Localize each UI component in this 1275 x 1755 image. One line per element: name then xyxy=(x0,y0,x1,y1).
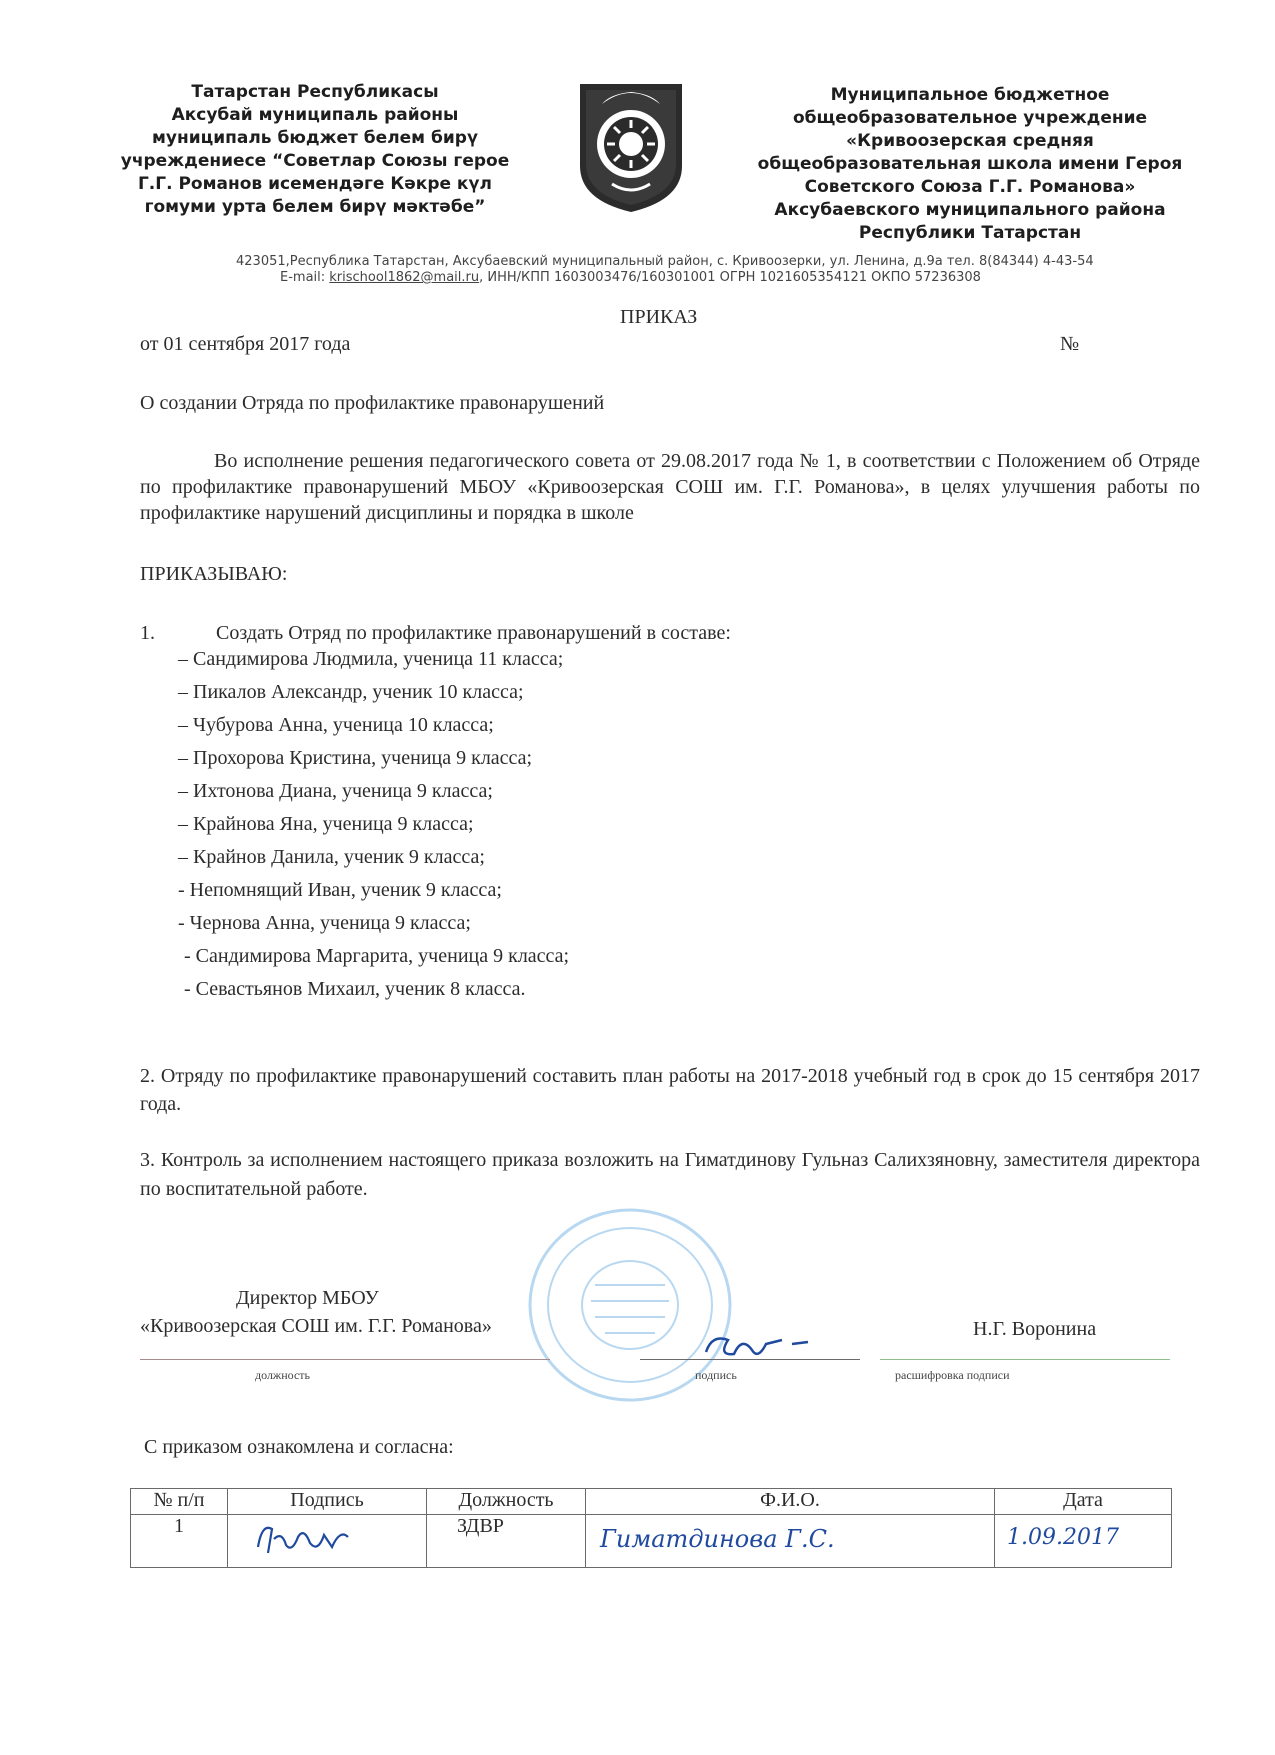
list-item: – Крайнов Данила, ученик 9 класса; xyxy=(178,846,485,868)
order-date: от 01 сентября 2017 года xyxy=(140,333,351,355)
list-item: - Сандимирова Маргарита, ученица 9 класса; xyxy=(184,945,570,967)
director-position-line1: Директор МБОУ xyxy=(236,1287,379,1309)
table-header-row xyxy=(131,1489,1172,1515)
list-item: – Чубурова Анна, ученица 10 класса; xyxy=(178,714,494,736)
registration-numbers: , ИНН/КПП 1603003476/160301001 ОГРН 1021605354121 ОКПО 57236308 xyxy=(479,270,981,285)
cell-fio xyxy=(586,1515,995,1568)
director-position-line2: «Кривоозерская СОШ им. Г.Г. Романова» xyxy=(140,1315,492,1337)
header-right-line: общеобразовательное учреждение xyxy=(792,108,1148,128)
col-header-signature: Подпись xyxy=(228,1489,427,1515)
acknowledgement-table xyxy=(130,1488,1172,1568)
header-right-line: Республики Татарстан xyxy=(858,223,1082,243)
label-position: должность xyxy=(255,1368,310,1382)
header-left-line: Г.Г. Романов исемендәге Кәкре күл xyxy=(137,174,493,194)
col-header-fio: Ф.И.О. xyxy=(586,1489,995,1515)
list-item: – Сандимирова Людмила, ученица 11 класса; xyxy=(178,648,564,670)
position-underline xyxy=(140,1359,550,1360)
table-row xyxy=(131,1515,1172,1568)
header-right-block xyxy=(720,84,1220,245)
label-decoding: расшифровка подписи xyxy=(895,1368,1010,1382)
order-item2: 2. Отряду по профилактике правонарушений составить план работы на 2017-2018 учебный год в срок до 15 сентября 2017 года. xyxy=(140,1065,1200,1115)
header-left-line: гомуми урта белем бирү мәктәбе” xyxy=(144,197,486,217)
email-label: E-mail: xyxy=(280,270,330,285)
list-item: – Крайнова Яна, ученица 9 класса; xyxy=(178,813,474,835)
header-left-block xyxy=(90,81,540,219)
cell-number: 1 xyxy=(131,1515,228,1568)
decree-word: ПРИКАЗЫВАЮ: xyxy=(140,563,288,585)
coat-of-arms-emblem xyxy=(572,78,690,214)
order-title: ПРИКАЗ xyxy=(620,306,698,328)
header-right-line: общеобразовательная школа имени Героя xyxy=(757,154,1183,174)
item1-text: Создать Отряд по профилактике правонарушений в составе: xyxy=(216,622,731,644)
contacts-line xyxy=(280,270,981,286)
header-left-line: Аксубай муниципаль районы xyxy=(171,105,459,125)
handwritten-fio: Гиматдинова Г.С. xyxy=(600,1525,835,1553)
signer-name: Н.Г. Воронина xyxy=(973,1318,1097,1340)
order-item3: 3. Контроль за исполнением настоящего приказа возложить на Гиматдинову Гульназ Салихзяновну, заместителя директора по воспитательной работе. xyxy=(140,1149,1200,1200)
email-link[interactable]: krischool1862@mail.ru xyxy=(329,270,480,285)
list-item: - Непомнящий Иван, ученик 9 класса; xyxy=(178,879,502,901)
header-right-line: «Кривоозерская средняя xyxy=(846,131,1094,151)
col-header-date: Дата xyxy=(995,1489,1172,1515)
header-left-line: учреждениесе “Советлар Союзы герое xyxy=(120,151,510,171)
order-number-label: № xyxy=(1060,333,1080,355)
order-subject: О создании Отряда по профилактике правонарушений xyxy=(140,392,605,414)
header-right-line: Аксубаевского муниципального района xyxy=(774,200,1166,220)
label-signature: подпись xyxy=(695,1368,737,1382)
acknowledgement-title: С приказом ознакомлена и согласна: xyxy=(144,1436,454,1458)
header-left-line: муниципаль бюджет белем бирү xyxy=(151,128,479,148)
cell-date xyxy=(995,1515,1172,1568)
list-item: – Пикалов Александр, ученик 10 класса; xyxy=(178,681,524,703)
cell-position: ЗДВР xyxy=(427,1515,586,1568)
header-right-line: Советского Союза Г.Г. Романова» xyxy=(804,177,1136,197)
list-item: - Чернова Анна, ученица 9 класса; xyxy=(178,912,471,934)
col-header-number: № п/п xyxy=(131,1489,228,1515)
col-header-position: Должность xyxy=(427,1489,586,1515)
header-left-line: Татарстан Республикасы xyxy=(191,82,439,102)
handwritten-signature xyxy=(252,1517,362,1561)
director-signature-scribble xyxy=(700,1326,820,1366)
header-right-line: Муниципальное бюджетное xyxy=(830,85,1110,105)
list-item: - Севастьянов Михаил, ученик 8 класса. xyxy=(184,978,526,1000)
list-item: – Прохорова Кристина, ученица 9 класса; xyxy=(178,747,533,769)
cell-signature xyxy=(228,1515,427,1568)
item1-number: 1. xyxy=(140,622,155,644)
address-line: 423051,Республика Татарстан, Аксубаевский муниципальный район, с. Кривоозерки, ул. Ленина, д.9а тел. 8(84344) 4-43-54 xyxy=(236,254,1094,269)
handwritten-date: 1.09.2017 xyxy=(1007,1525,1119,1550)
signature-underline xyxy=(640,1359,860,1360)
list-item: – Ихтонова Диана, ученица 9 класса; xyxy=(178,780,493,802)
decoding-underline xyxy=(880,1359,1170,1360)
order-preamble: Во исполнение решения педагогического совета от 29.08.2017 года № 1, в соответствии с Положением об Отряде по профилактике правонарушений МБОУ «Кривоозерская СОШ им. Г.Г. Романова», в целях улучшения работы по профилактике нарушений дисциплины и порядка в школе xyxy=(140,450,1200,524)
